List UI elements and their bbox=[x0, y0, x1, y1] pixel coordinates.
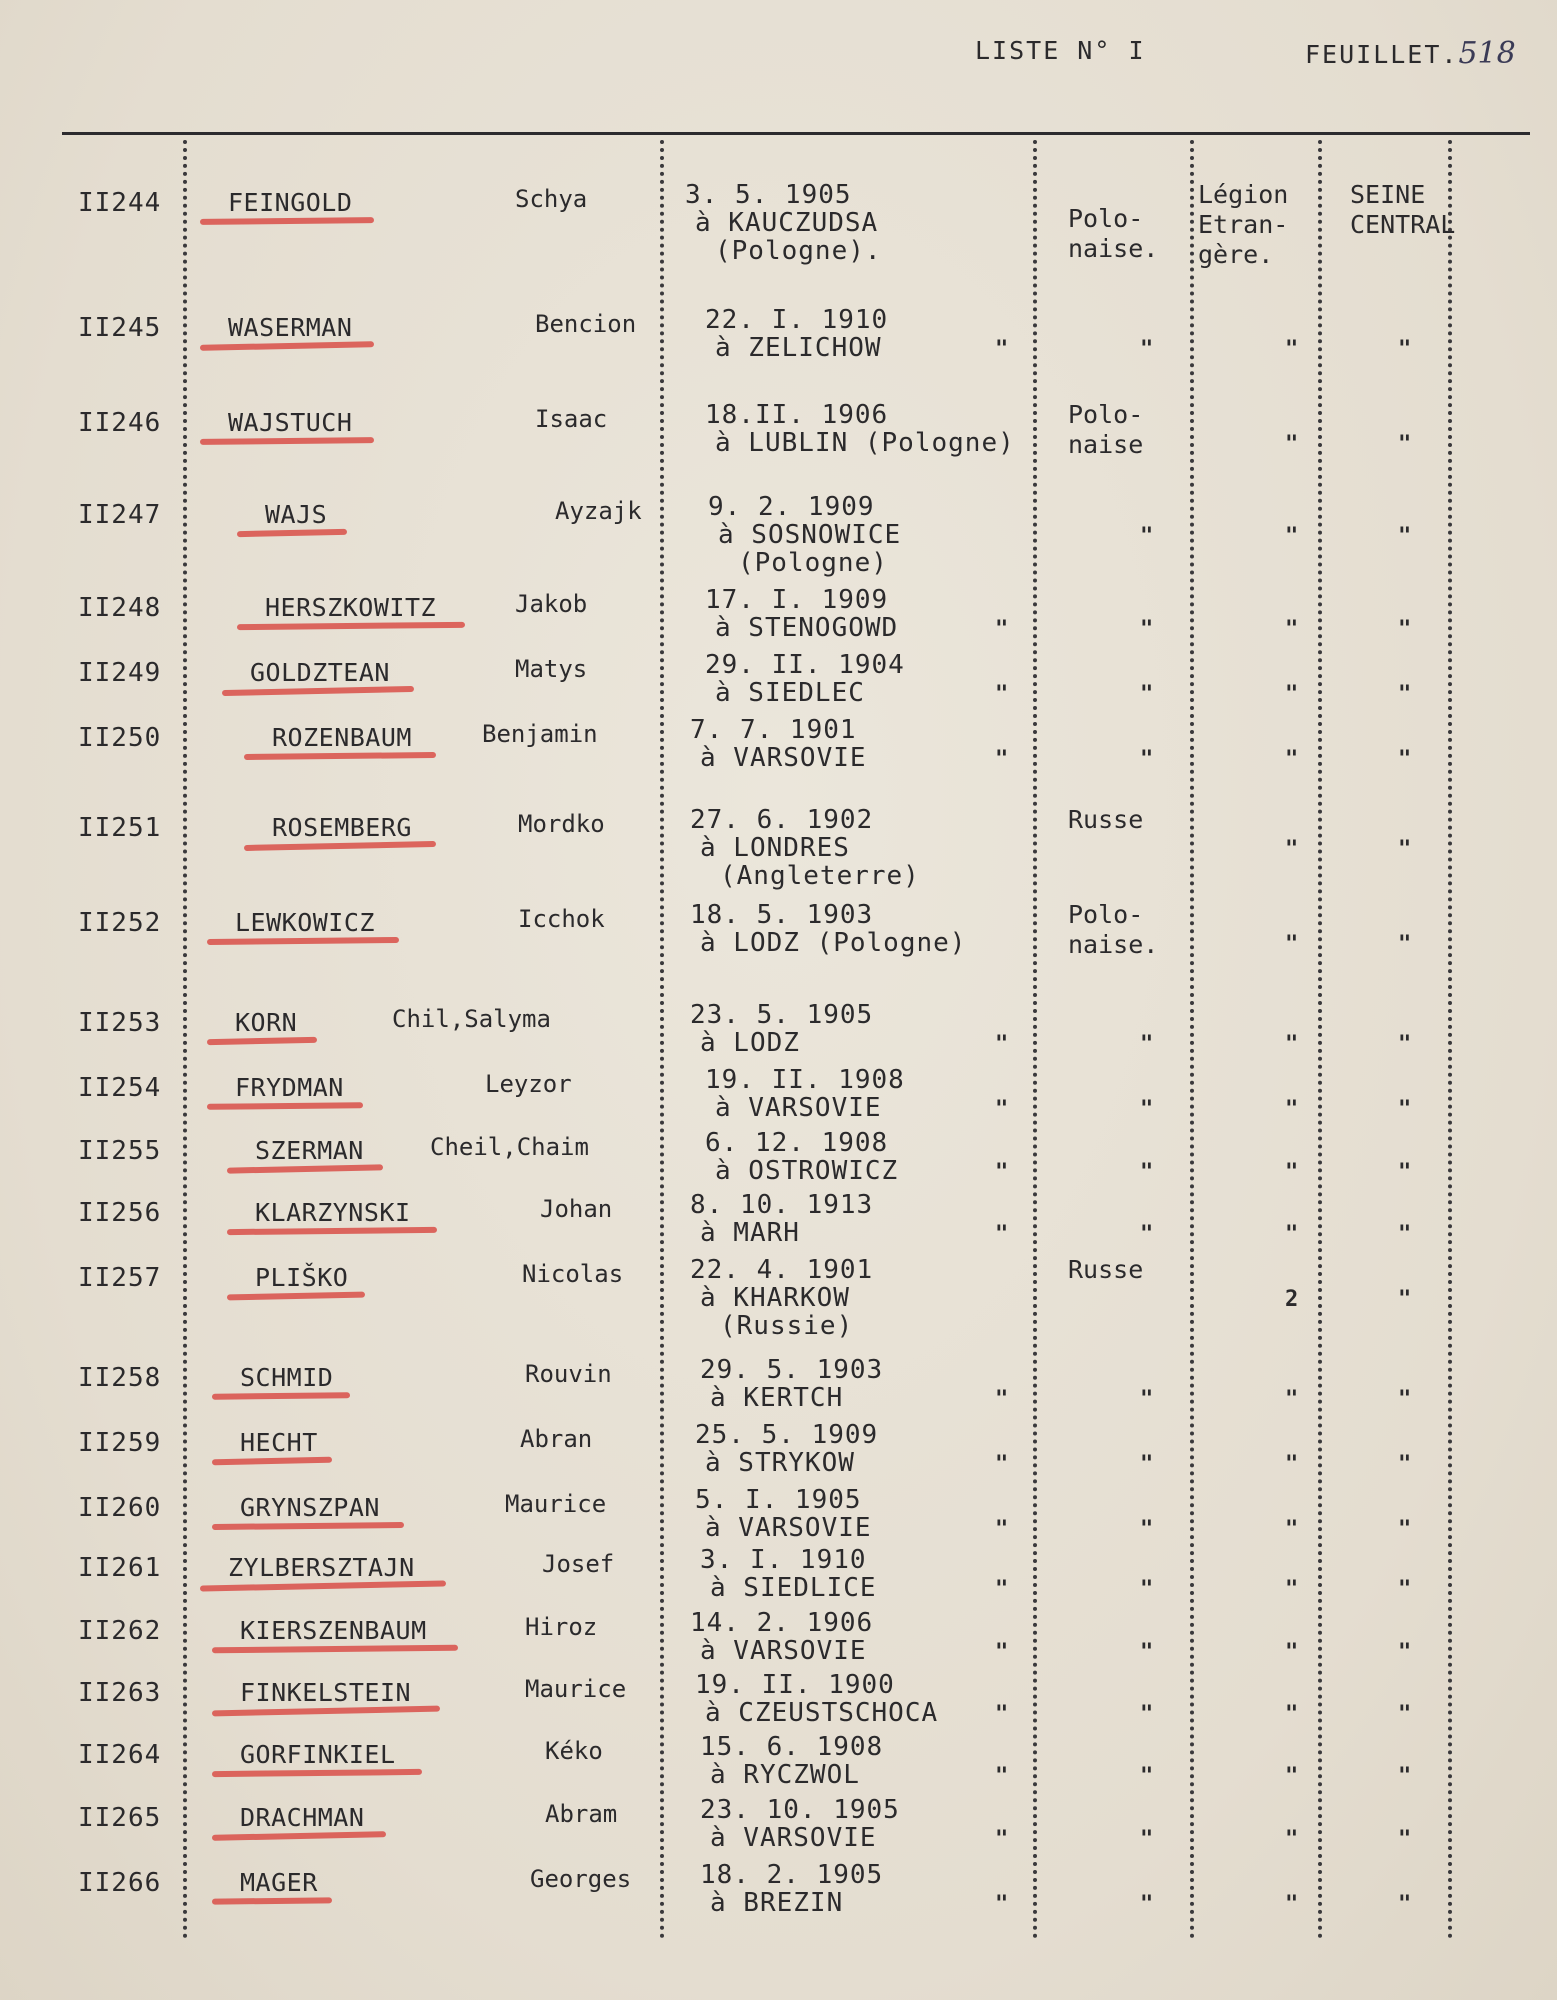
surname: ROSEMBERG bbox=[272, 813, 412, 842]
nationality: Russe bbox=[1068, 1255, 1144, 1284]
seine-column: " bbox=[1398, 682, 1412, 707]
given-name: Nicolas bbox=[522, 1260, 624, 1288]
sheet-label-text: FEUILLET. bbox=[1305, 40, 1459, 69]
surname: DRACHMAN bbox=[240, 1803, 365, 1832]
surname: HERSZKOWITZ bbox=[265, 593, 437, 622]
seine-column: " bbox=[1398, 524, 1412, 549]
nationality: " bbox=[1140, 337, 1154, 362]
column-separator bbox=[1033, 140, 1037, 1940]
birth-date: 29. 5. 1903 bbox=[700, 1355, 884, 1385]
nationality: " bbox=[1140, 747, 1154, 772]
birth-country: (Angleterre) bbox=[720, 861, 920, 891]
legion-column: " bbox=[1285, 432, 1299, 457]
ditto-mark: " bbox=[995, 1097, 1009, 1122]
given-name: Ayzajk bbox=[555, 497, 642, 525]
birth-place: à VARSOVIE bbox=[700, 1636, 867, 1666]
seine-column: " bbox=[1398, 617, 1412, 642]
surname: WASERMAN bbox=[228, 313, 353, 342]
sheet-label bbox=[1305, 36, 1516, 71]
given-name: Johan bbox=[540, 1195, 613, 1223]
birth-date: 18. 5. 1903 bbox=[690, 900, 874, 930]
header-rule bbox=[62, 132, 1530, 135]
seine-column: " bbox=[1398, 1827, 1412, 1852]
given-name: Mordko bbox=[518, 810, 605, 838]
seine-column: " bbox=[1398, 1032, 1412, 1057]
page-header bbox=[975, 36, 1535, 76]
legion-column: 2 bbox=[1285, 1287, 1299, 1312]
seine-column: " bbox=[1398, 1222, 1412, 1247]
birth-date: 14. 2. 1906 bbox=[690, 1608, 874, 1638]
birth-country: (Pologne). bbox=[715, 236, 882, 266]
column-separator bbox=[1190, 140, 1194, 1940]
sheet-number: 518 bbox=[1458, 36, 1516, 71]
entry-number: II261 bbox=[78, 1553, 162, 1583]
surname: LEWKOWICZ bbox=[235, 908, 375, 937]
entry-number: II259 bbox=[78, 1428, 162, 1458]
given-name: Benjamin bbox=[482, 720, 598, 748]
surname: GRYNSZPAN bbox=[240, 1493, 380, 1522]
nationality: " bbox=[1140, 1827, 1154, 1852]
nationality: " bbox=[1140, 617, 1154, 642]
red-underline bbox=[227, 1227, 437, 1235]
given-name: Josef bbox=[542, 1550, 615, 1578]
birth-place: à KERTCH bbox=[710, 1383, 844, 1413]
birth-date: 25. 5. 1909 bbox=[695, 1420, 879, 1450]
surname: PLIŠKO bbox=[255, 1263, 349, 1292]
red-underline bbox=[212, 1706, 440, 1717]
entry-number: II263 bbox=[78, 1678, 162, 1708]
ditto-mark: " bbox=[995, 1764, 1009, 1789]
birth-place: à ZELICHOW bbox=[715, 333, 882, 363]
red-underline bbox=[237, 622, 465, 630]
legion-column: " bbox=[1285, 1032, 1299, 1057]
seine-column: " bbox=[1398, 1387, 1412, 1412]
nationality: " bbox=[1140, 1452, 1154, 1477]
legion-column: " bbox=[1285, 524, 1299, 549]
legion-column: " bbox=[1285, 1222, 1299, 1247]
birth-date: 5. I. 1905 bbox=[695, 1485, 862, 1515]
seine-column: " bbox=[1398, 1764, 1412, 1789]
birth-place: à LODZ (Pologne) bbox=[700, 928, 967, 958]
nationality: " bbox=[1140, 1222, 1154, 1247]
given-name: Icchok bbox=[518, 905, 605, 933]
birth-place: à KHARKOW bbox=[700, 1283, 850, 1313]
nationality: Polo- naise bbox=[1068, 400, 1144, 459]
ditto-mark: " bbox=[995, 1702, 1009, 1727]
legion-column: " bbox=[1285, 337, 1299, 362]
birth-date: 27. 6. 1902 bbox=[690, 805, 874, 835]
column-separator bbox=[660, 140, 664, 1940]
red-underline bbox=[227, 1292, 365, 1301]
birth-place: à BREZIN bbox=[710, 1888, 844, 1918]
ditto-mark: " bbox=[995, 617, 1009, 642]
birth-date: 29. II. 1904 bbox=[705, 650, 905, 680]
legion-column: " bbox=[1285, 617, 1299, 642]
surname: ROZENBAUM bbox=[272, 723, 412, 752]
ditto-mark: " bbox=[995, 1032, 1009, 1057]
given-name: Abram bbox=[545, 1800, 618, 1828]
given-name: Matys bbox=[515, 655, 588, 683]
birth-place: à STENOGOWD bbox=[715, 613, 899, 643]
ditto-mark: " bbox=[995, 1222, 1009, 1247]
surname: WAJS bbox=[265, 500, 328, 529]
entry-number: II266 bbox=[78, 1868, 162, 1898]
surname: KLARZYNSKI bbox=[255, 1198, 411, 1227]
entry-number: II258 bbox=[78, 1363, 162, 1393]
birth-date: 18.II. 1906 bbox=[705, 400, 889, 430]
legion-column: " bbox=[1285, 1764, 1299, 1789]
entry-number: II257 bbox=[78, 1263, 162, 1293]
seine-column: " bbox=[1398, 1892, 1412, 1917]
birth-place: à VARSOVIE bbox=[710, 1823, 877, 1853]
column-separator bbox=[183, 140, 187, 1940]
red-underline bbox=[207, 1102, 363, 1110]
given-name: Isaac bbox=[535, 405, 608, 433]
birth-date: 19. II. 1908 bbox=[705, 1065, 905, 1095]
birth-country: (Russie) bbox=[720, 1311, 854, 1341]
birth-date: 17. I. 1909 bbox=[705, 585, 889, 615]
birth-date: 22. 4. 1901 bbox=[690, 1255, 874, 1285]
red-underline bbox=[237, 529, 347, 537]
nationality: Polo- naise. bbox=[1068, 900, 1159, 959]
birth-place: à VARSOVIE bbox=[715, 1093, 882, 1123]
surname: FEINGOLD bbox=[228, 188, 353, 217]
nationality: " bbox=[1140, 682, 1154, 707]
birth-place: à OSTROWICZ bbox=[715, 1156, 899, 1186]
birth-date: 9. 2. 1909 bbox=[708, 492, 875, 522]
red-underline bbox=[212, 1645, 458, 1654]
birth-date: 19. II. 1900 bbox=[695, 1670, 895, 1700]
given-name: Georges bbox=[530, 1865, 632, 1893]
nationality: " bbox=[1140, 1640, 1154, 1665]
given-name: Bencion bbox=[535, 310, 637, 338]
legion-column: Légion Etran- gère. bbox=[1198, 180, 1289, 269]
entry-number: II245 bbox=[78, 313, 162, 343]
legion-column: " bbox=[1285, 1387, 1299, 1412]
seine-column: " bbox=[1398, 1287, 1412, 1312]
legion-column: " bbox=[1285, 682, 1299, 707]
entry-number: II260 bbox=[78, 1493, 162, 1523]
entry-number: II250 bbox=[78, 723, 162, 753]
entry-number: II246 bbox=[78, 408, 162, 438]
birth-date: 23. 10. 1905 bbox=[700, 1795, 900, 1825]
surname: HECHT bbox=[240, 1428, 318, 1457]
entry-number: II264 bbox=[78, 1740, 162, 1770]
ditto-mark: " bbox=[995, 1160, 1009, 1185]
surname: WAJSTUCH bbox=[228, 408, 353, 437]
legion-column: " bbox=[1285, 1892, 1299, 1917]
birth-date: 8. 10. 1913 bbox=[690, 1190, 874, 1220]
nationality: " bbox=[1140, 524, 1154, 549]
entry-number: II256 bbox=[78, 1198, 162, 1228]
birth-country: (Pologne) bbox=[738, 548, 888, 578]
entry-number: II262 bbox=[78, 1616, 162, 1646]
entry-number: II247 bbox=[78, 500, 162, 530]
legion-column: " bbox=[1285, 837, 1299, 862]
legion-column: " bbox=[1285, 1577, 1299, 1602]
red-underline bbox=[222, 686, 414, 696]
seine-column: " bbox=[1398, 432, 1412, 457]
birth-place: à LODZ bbox=[700, 1028, 800, 1058]
given-name: Chil,Salyma bbox=[392, 1005, 551, 1033]
birth-place: à CZEUSTSCHOCA bbox=[705, 1698, 939, 1728]
surname: KORN bbox=[235, 1008, 298, 1037]
seine-column: " bbox=[1398, 1160, 1412, 1185]
entry-number: II248 bbox=[78, 593, 162, 623]
birth-date: 6. 12. 1908 bbox=[705, 1128, 889, 1158]
seine-column: " bbox=[1398, 1097, 1412, 1122]
red-underline bbox=[244, 841, 436, 851]
legion-column: " bbox=[1285, 1160, 1299, 1185]
ditto-mark: " bbox=[995, 1640, 1009, 1665]
legion-column: " bbox=[1285, 1640, 1299, 1665]
entry-number: II251 bbox=[78, 813, 162, 843]
given-name: Hiroz bbox=[525, 1613, 598, 1641]
birth-date: 23. 5. 1905 bbox=[690, 1000, 874, 1030]
entry-number: II252 bbox=[78, 908, 162, 938]
seine-column: " bbox=[1398, 1702, 1412, 1727]
ditto-mark: " bbox=[995, 337, 1009, 362]
red-underline bbox=[244, 752, 436, 760]
entry-number: II254 bbox=[78, 1073, 162, 1103]
seine-column: " bbox=[1398, 337, 1412, 362]
red-underline bbox=[212, 1897, 332, 1904]
legion-column: " bbox=[1285, 747, 1299, 772]
birth-place: à SIEDLEC bbox=[715, 678, 865, 708]
surname: SCHMID bbox=[240, 1363, 334, 1392]
list-number: LISTE N° I bbox=[975, 36, 1146, 65]
birth-place: à RYCZWOL bbox=[710, 1760, 860, 1790]
nationality: " bbox=[1140, 1032, 1154, 1057]
seine-column: " bbox=[1398, 1577, 1412, 1602]
red-underline bbox=[207, 1037, 317, 1045]
given-name: Cheil,Chaim bbox=[430, 1133, 589, 1161]
birth-date: 3. I. 1910 bbox=[700, 1545, 867, 1575]
given-name: Schya bbox=[515, 185, 588, 213]
given-name: Jakob bbox=[515, 590, 588, 618]
seine-column: " bbox=[1398, 1640, 1412, 1665]
ditto-mark: " bbox=[995, 682, 1009, 707]
ditto-mark: " bbox=[995, 1387, 1009, 1412]
given-name: Leyzor bbox=[485, 1070, 572, 1098]
column-separator bbox=[1318, 140, 1322, 1940]
nationality: Polo- naise. bbox=[1068, 204, 1159, 263]
surname: MAGER bbox=[240, 1868, 318, 1897]
surname: KIERSZENBAUM bbox=[240, 1616, 427, 1645]
birth-date: 22. I. 1910 bbox=[705, 305, 889, 335]
red-underline bbox=[212, 1831, 386, 1841]
nationality: " bbox=[1140, 1577, 1154, 1602]
ditto-mark: " bbox=[995, 1892, 1009, 1917]
red-underline bbox=[212, 1392, 350, 1399]
red-underline bbox=[212, 1769, 422, 1777]
surname: FRYDMAN bbox=[235, 1073, 344, 1102]
legion-column: " bbox=[1285, 1452, 1299, 1477]
seine-column: " bbox=[1398, 747, 1412, 772]
birth-place: à SOSNOWICE bbox=[718, 520, 902, 550]
legion-column: " bbox=[1285, 1097, 1299, 1122]
birth-date: 7. 7. 1901 bbox=[690, 715, 857, 745]
red-underline bbox=[200, 437, 374, 445]
nationality: " bbox=[1140, 1517, 1154, 1542]
nationality: " bbox=[1140, 1892, 1154, 1917]
red-underline bbox=[212, 1457, 332, 1466]
red-underline bbox=[200, 1580, 446, 1591]
birth-date: 15. 6. 1908 bbox=[700, 1732, 884, 1762]
surname: SZERMAN bbox=[255, 1136, 364, 1165]
nationality: " bbox=[1140, 1160, 1154, 1185]
entry-number: II265 bbox=[78, 1803, 162, 1833]
entry-number: II249 bbox=[78, 658, 162, 688]
seine-column: " bbox=[1398, 837, 1412, 862]
surname: GORFINKIEL bbox=[240, 1740, 396, 1769]
entry-number: II255 bbox=[78, 1136, 162, 1166]
given-name: Maurice bbox=[505, 1490, 607, 1518]
surname: FINKELSTEIN bbox=[240, 1678, 412, 1707]
column-separator bbox=[1448, 140, 1452, 1940]
seine-column: SEINE CENTRAL bbox=[1350, 180, 1456, 239]
legion-column: " bbox=[1285, 1702, 1299, 1727]
ditto-mark: " bbox=[995, 1452, 1009, 1477]
birth-place: à SIEDLICE bbox=[710, 1573, 877, 1603]
red-underline bbox=[200, 341, 374, 351]
red-underline bbox=[212, 1522, 404, 1530]
legion-column: " bbox=[1285, 932, 1299, 957]
red-underline bbox=[200, 217, 374, 225]
birth-place: à LONDRES bbox=[700, 833, 850, 863]
entry-number: II253 bbox=[78, 1008, 162, 1038]
nationality: " bbox=[1140, 1097, 1154, 1122]
birth-date: 18. 2. 1905 bbox=[700, 1860, 884, 1890]
given-name: Maurice bbox=[525, 1675, 627, 1703]
given-name: Abran bbox=[520, 1425, 593, 1453]
red-underline bbox=[207, 937, 399, 945]
given-name: Rouvin bbox=[525, 1360, 612, 1388]
ditto-mark: " bbox=[995, 747, 1009, 772]
seine-column: " bbox=[1398, 932, 1412, 957]
nationality: " bbox=[1140, 1702, 1154, 1727]
birth-date: 3. 5. 1905 bbox=[685, 180, 852, 210]
birth-place: à MARH bbox=[700, 1218, 800, 1248]
given-name: Kéko bbox=[545, 1737, 603, 1765]
nationality: " bbox=[1140, 1387, 1154, 1412]
seine-column: " bbox=[1398, 1452, 1412, 1477]
legion-column: " bbox=[1285, 1827, 1299, 1852]
nationality: Russe bbox=[1068, 805, 1144, 834]
ditto-mark: " bbox=[995, 1517, 1009, 1542]
birth-place: à VARSOVIE bbox=[700, 743, 867, 773]
birth-place: à LUBLIN (Pologne) bbox=[715, 428, 1015, 458]
birth-place: à KAUCZUDSA bbox=[695, 208, 879, 238]
legion-column: " bbox=[1285, 1517, 1299, 1542]
birth-place: à VARSOVIE bbox=[705, 1513, 872, 1543]
surname: ZYLBERSZTAJN bbox=[228, 1553, 415, 1582]
surname: GOLDZTEAN bbox=[250, 658, 390, 687]
red-underline bbox=[227, 1164, 383, 1173]
entry-number: II244 bbox=[78, 188, 162, 218]
ditto-mark: " bbox=[995, 1577, 1009, 1602]
seine-column: " bbox=[1398, 1517, 1412, 1542]
birth-place: à STRYKOW bbox=[705, 1448, 855, 1478]
ditto-mark: " bbox=[995, 1827, 1009, 1852]
nationality: " bbox=[1140, 1764, 1154, 1789]
